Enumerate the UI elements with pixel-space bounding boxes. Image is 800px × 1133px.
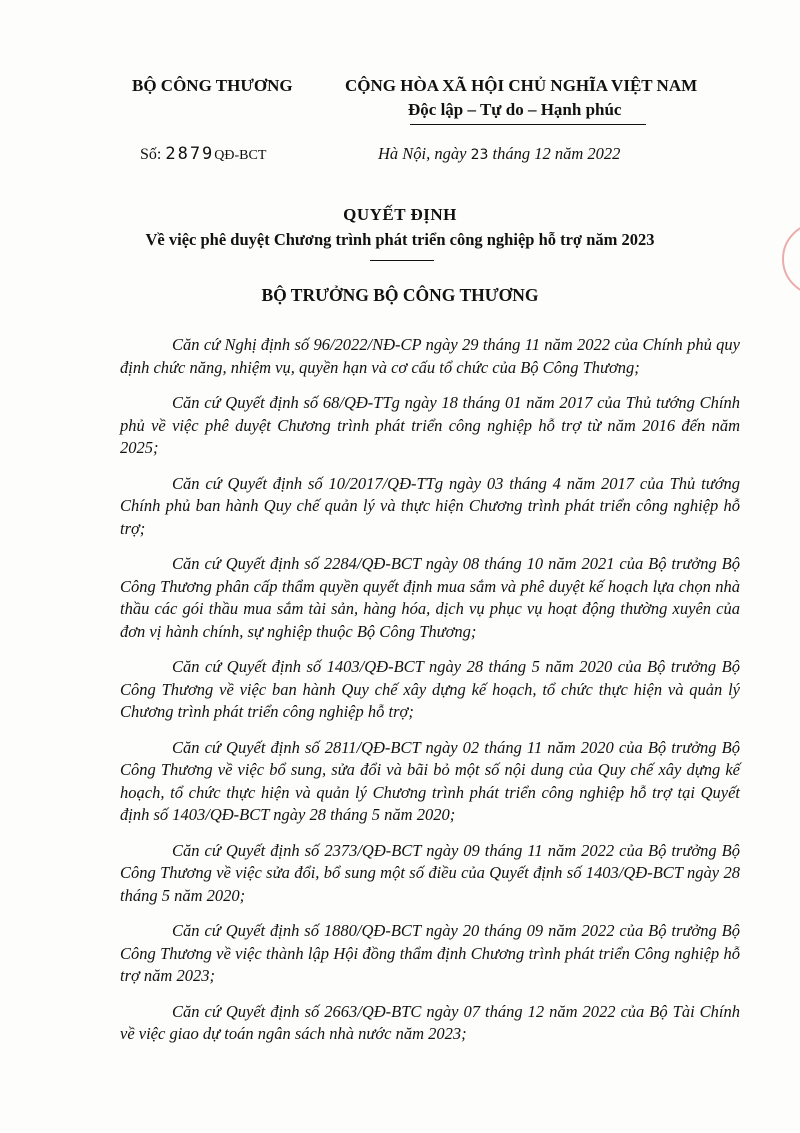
preamble-paragraph: Căn cứ Nghị định số 96/2022/NĐ-CP ngày 29 tháng 11 năm 2022 của Chính phủ quy định chức năng, nhiệm vụ, quyền hạn và cơ cấu tổ chức của Bộ Công Thương; [120,335,740,377]
preamble-paragraph: Căn cứ Quyết định số 68/QĐ-TTg ngày 18 tháng 01 năm 2017 của Thủ tướng Chính phủ về việc phê duyệt Chương trình phát triển công nghiệp hỗ trợ từ năm 2016 đến năm 2025; [120,393,740,457]
preamble-paragraph: Căn cứ Quyết định số 1880/QĐ-BCT ngày 20 tháng 09 năm 2022 của Bộ trưởng Bộ Công Thương về việc thành lập Hội đồng thẩm định Chương trình phát triển Công nghiệp hỗ trợ năm 2023; [120,921,740,985]
issuing-authority: BỘ TRƯỞNG BỘ CÔNG THƯƠNG [261,285,539,305]
date-rest: tháng 12 năm 2022 [492,144,621,163]
number-value: 2879 [165,144,215,164]
document-number [140,144,266,164]
preamble-paragraph: Căn cứ Quyết định số 2284/QĐ-BCT ngày 08 tháng 10 năm 2021 của Bộ trưởng Bộ Công Thương phân cấp thẩm quyền quyết định mua sắm và phê duyệt kế hoạch lựa chọn nhà thầu các gói thầu mua sắm tài sản, hàng hóa, dịch vụ phục vụ hoạt động thường xuyên của đơn vị hành chính, sự nghiệp thuộc Bộ Công Thương; [120,554,740,641]
date-day: 23 [470,147,489,163]
place-date [378,144,620,164]
document-subject: Về việc phê duyệt Chương trình phát triển công nghiệp hỗ trợ năm 2023 [145,230,655,249]
preamble-paragraph: Căn cứ Quyết định số 10/2017/QĐ-TTg ngày 03 tháng 4 năm 2017 của Thủ tướng Chính phủ ban hành Quy chế quản lý và thực hiện Chương trình phát triển công nghiệp hỗ trợ; [120,473,740,538]
date-place: Hà Nội, ngày [378,144,467,163]
number-label: Số: [140,146,162,163]
subject-underline [370,260,434,261]
ministry-name: BỘ CÔNG THƯƠNG [132,76,293,95]
preamble-paragraph: Căn cứ Quyết định số 2373/QĐ-BCT ngày 09 tháng 11 năm 2022 của Bộ trưởng Bộ Công Thương về việc sửa đổi, bổ sung một số điều của Quyết định số 1403/QĐ-BCT ngày 28 tháng 5 năm 2020; [120,840,740,905]
nation-name: CỘNG HÒA XÃ HỘI CHỦ NGHĨA VIỆT NAM [345,76,698,95]
motto-underline [410,124,646,125]
preamble-paragraph: Căn cứ Quyết định số 2811/QĐ-BCT ngày 02 tháng 11 năm 2020 của Bộ trưởng Bộ Công Thương về việc bổ sung, sửa đổi và bãi bỏ một số nội dung của Quy chế xây dựng kế hoạch, tổ chức thực hiện và quản lý Chương trình phát triển công nghiệp hỗ trợ tại Quyết định số 1403/QĐ-BCT ngày 28 tháng 5 năm 2020; [120,737,740,824]
document-title: QUYẾT ĐỊNH [343,205,457,224]
number-code: QĐ-BCT [214,148,267,163]
preamble-paragraph: Căn cứ Quyết định số 2663/QĐ-BTC ngày 07 tháng 12 năm 2022 của Bộ Tài Chính về việc giao dự toán ngân sách nhà nước năm 2023; [120,1001,740,1043]
preamble [120,334,740,1059]
preamble-paragraph: Căn cứ Quyết định số 1403/QĐ-BCT ngày 28 tháng 5 năm 2020 của Bộ trưởng Bộ Công Thương về việc ban hành Quy chế xây dựng kế hoạch, tổ chức thực hiện và quản lý Chương trình phát triển công nghiệp hỗ trợ; [120,657,740,721]
national-motto: Độc lập – Tự do – Hạnh phúc [408,100,622,119]
